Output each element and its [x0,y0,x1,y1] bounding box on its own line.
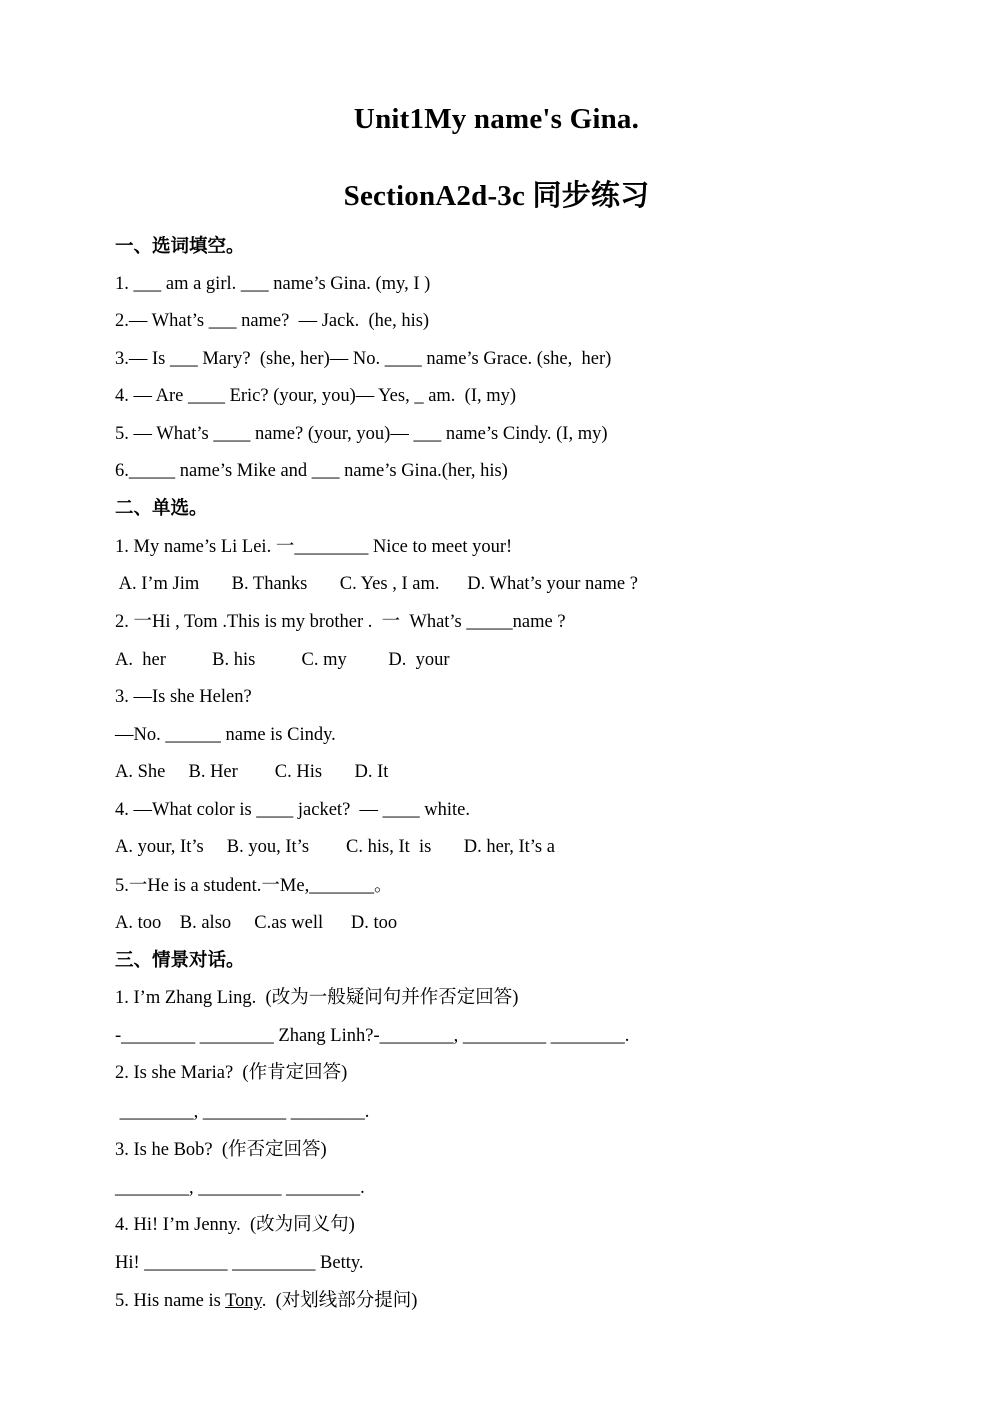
section1-item: 4. — Are ____ Eric? (your, you)— Yes, _ am. (I, my) [115,386,517,406]
section3-question: 2. Is she Maria? (作肯定回答) [115,1063,348,1083]
section3-question: 4. Hi! I’m Jenny. (改为同义句) [115,1215,355,1235]
section1-item: 6._____ name’s Mike and ___ name’s Gina.(her, his) [115,461,508,481]
section1-item: 3.— Is ___ Mary? (she, her)— No. ____ name’s Grace. (she, her) [115,349,612,369]
section3-question [115,1292,417,1311]
section2-question: 1. My name’s Li Lei. 一________ Nice to meet your! [115,537,513,557]
section2-question: 3. —Is she Helen? [115,687,252,707]
section2-heading: 二、单选。 [115,499,208,519]
section2-question: —No. ______ name is Cindy. [115,725,336,745]
section3-heading: 三、情景对话。 [115,951,245,971]
section2-options: A. I’m Jim B. Thanks C. Yes , I am. D. What’s your name ? [115,574,638,594]
section1-heading: 一、选词填空。 [115,237,245,257]
section3-answer: Hi! _________ _________ Betty. [115,1253,364,1273]
section2-options: A. She B. Her C. His D. It [115,762,389,782]
section2-options: A. too B. also C.as well D. too [115,913,398,933]
page-subtitle: SectionA2d-3c 同步练习 [343,180,650,212]
section3-answer: ________, _________ ________. [115,1102,370,1122]
underlined-word: Tony [225,1291,262,1311]
question-suffix: . (对划线部分提问) [261,1291,418,1311]
section1-item: 5. — What’s ____ name? (your, you)— ___ name’s Cindy. (I, my) [115,424,608,444]
section3-question: 1. I’m Zhang Ling. (改为一般疑问句并作否定回答) [115,988,519,1008]
section1-item: 1. ___ am a girl. ___ name’s Gina. (my, I ) [115,274,431,294]
section3-answer: ________, _________ ________. [115,1178,365,1198]
question-prefix: 5. His name is [115,1291,226,1311]
section2-question: 5.一He is a student.一Me,_______。 [115,876,393,896]
section2-question: 2. 一Hi , Tom .This is my brother . 一 What’s _____name ? [115,612,566,632]
section1-item: 2.— What’s ___ name? — Jack. (he, his) [115,311,430,331]
section2-question: 4. —What color is ____ jacket? — ____ white. [115,800,471,820]
section3-answer: -________ ________ Zhang Linh?-________, _________ ________. [115,1026,630,1046]
page-title: Unit1My name's Gina. [353,103,640,135]
section2-options: A. her B. his C. my D. your [115,650,450,670]
section3-question: 3. Is he Bob? (作否定回答) [115,1140,327,1160]
section2-options: A. your, It’s B. you, It’s C. his, It is D. her, It’s a [115,837,555,857]
